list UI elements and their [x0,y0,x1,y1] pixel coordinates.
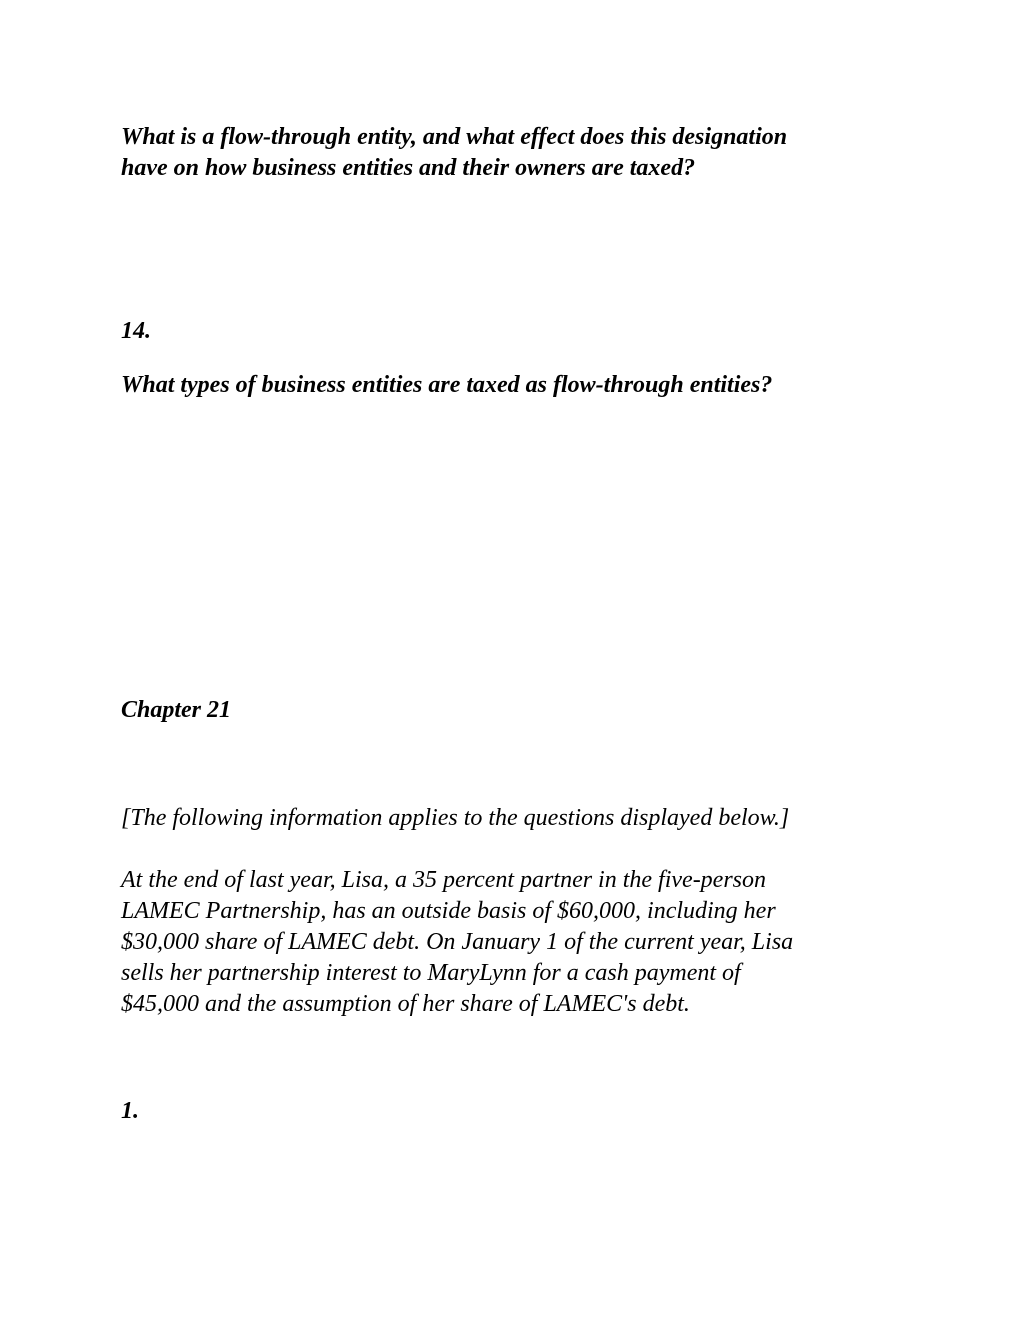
chapter-heading: Chapter 21 [121,697,232,723]
question-line: What is a flow-through entity, and what effect does this designation [121,124,788,150]
scenario-paragraph [121,865,891,1020]
question-number: 1. [121,1098,139,1124]
scenario-line: At the end of last year, Lisa, a 35 percent partner in the five-person [121,867,767,893]
scenario-line: LAMEC Partnership, has an outside basis of $60,000, including her [121,898,776,924]
scenario-line: $45,000 and the assumption of her share of LAMEC's debt. [121,991,690,1017]
question-number: 14. [121,318,151,344]
scenario-line: $30,000 share of LAMEC debt. On January 1 of the current year, Lisa [121,929,794,955]
scenario-intro-line: [The following information applies to the questions displayed below.] [121,805,790,831]
question-line: have on how business entities and their owners are taxed? [121,155,696,181]
scenario-line: sells her partnership interest to MaryLynn for a cash payment of [121,960,741,986]
scenario-intro [121,803,901,834]
question-text [121,370,901,401]
question-line: What types of business entities are taxed as flow-through entities? [121,372,773,398]
question-text [121,122,901,184]
